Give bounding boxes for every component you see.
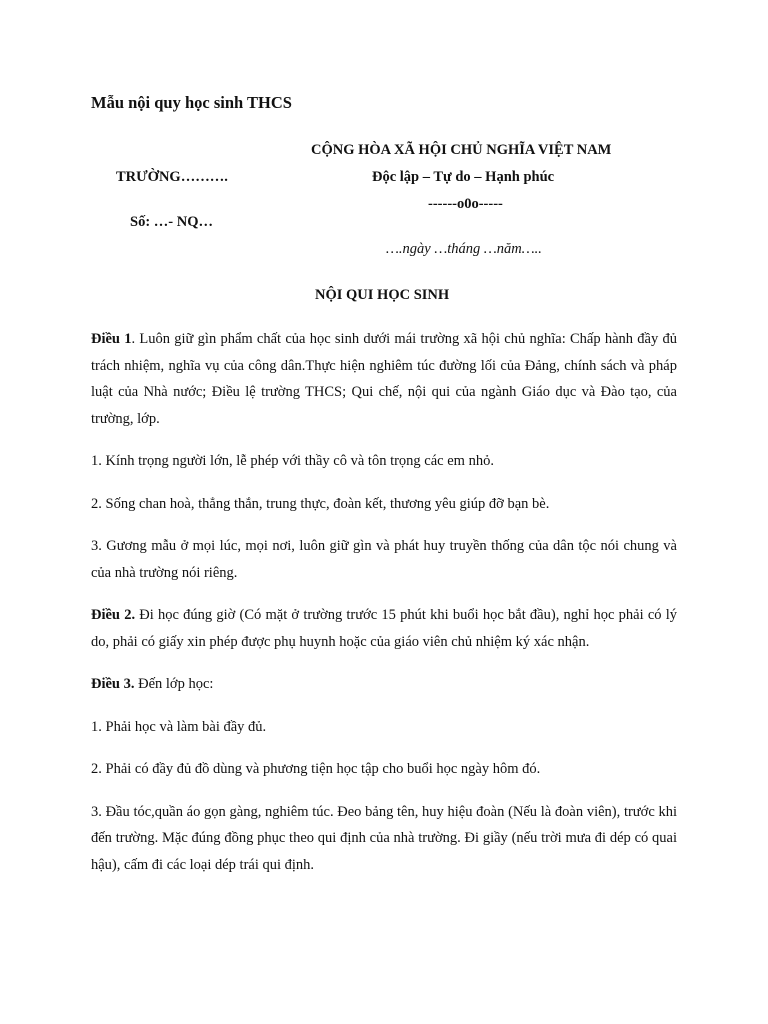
document-title: Mẫu nội quy học sinh THCS xyxy=(91,93,292,112)
article-3 xyxy=(91,671,677,698)
article-3-text: Đến lớp học: xyxy=(134,676,214,692)
article-2-label: Điều 2. xyxy=(91,607,136,623)
article-2-text: Đi học đúng giờ (Có mặt ở trường trước 15 phút khi buổi học bắt đầu), nghỉ học phải có lý do, phải có giấy xin phép được phụ huynh hoặc của giáo viên chủ nhiệm ký xác nhận. xyxy=(91,607,678,650)
article-3-label: Điều 3. xyxy=(91,676,135,692)
article-3-item-3: 3. Đầu tóc,quần áo gọn gàng, nghiêm túc. Đeo bảng tên, huy hiệu đoàn (Nếu là đoàn viên), trước khi đến trường. Mặc đúng đồng phục theo qui định của nhà trường. Đi giầy (nếu trời mưa đi dép có quai hậu), cấm đi các loại dép trái qui định. xyxy=(91,803,677,873)
document-number: Số: …- NQ… xyxy=(130,214,213,230)
ornament-divider: ------o0o----- xyxy=(428,196,503,212)
rules-heading: NỘI QUI HỌC SINH xyxy=(315,287,450,303)
national-motto: Độc lập – Tự do – Hạnh phúc xyxy=(372,169,555,185)
article-1 xyxy=(91,326,677,432)
article-3-item-2: 2. Phải có đầy đủ đồ dùng và phương tiện học tập cho buổi học ngày hôm đó. xyxy=(91,761,541,777)
article-1-item-3: 3. Gương mẫu ở mọi lúc, mọi nơi, luôn giữ gìn và phát huy truyền thống của dân tộc nói chung và của nhà trường nói riêng. xyxy=(91,538,677,581)
article-3-item-1: 1. Phải học và làm bài đầy đủ. xyxy=(91,718,267,735)
article-1-item-1: 1. Kính trọng người lớn, lễ phép với thầy cô và tôn trọng các em nhỏ. xyxy=(91,453,494,469)
article-1-text: . Luôn giữ gìn phẩm chất của học sinh dưới mái trường xã hội chủ nghĩa: Chấp hành đầy đủ trách nhiệm, nghĩa vụ của công dân.Thực hiện nghiêm túc đường lối của Đảng, chính sách và pháp luật của Nhà nước; Điều lệ trường THCS; Qui chế, nội qui của ngành Giáo dục và Đào tạo, của trường, lớp. xyxy=(91,331,678,427)
document-date: ….ngày …tháng …năm….. xyxy=(386,241,542,257)
school-name: TRƯỜNG………. xyxy=(116,169,228,185)
article-1-label: Điều 1 xyxy=(91,331,132,347)
document-body xyxy=(91,326,677,894)
article-2 xyxy=(91,602,677,655)
national-title: CỘNG HÒA XÃ HỘI CHỦ NGHĨA VIỆT NAM xyxy=(311,142,612,158)
article-1-item-2: 2. Sống chan hoà, thẳng thắn, trung thực, đoàn kết, thương yêu giúp đỡ bạn bè. xyxy=(91,495,550,512)
